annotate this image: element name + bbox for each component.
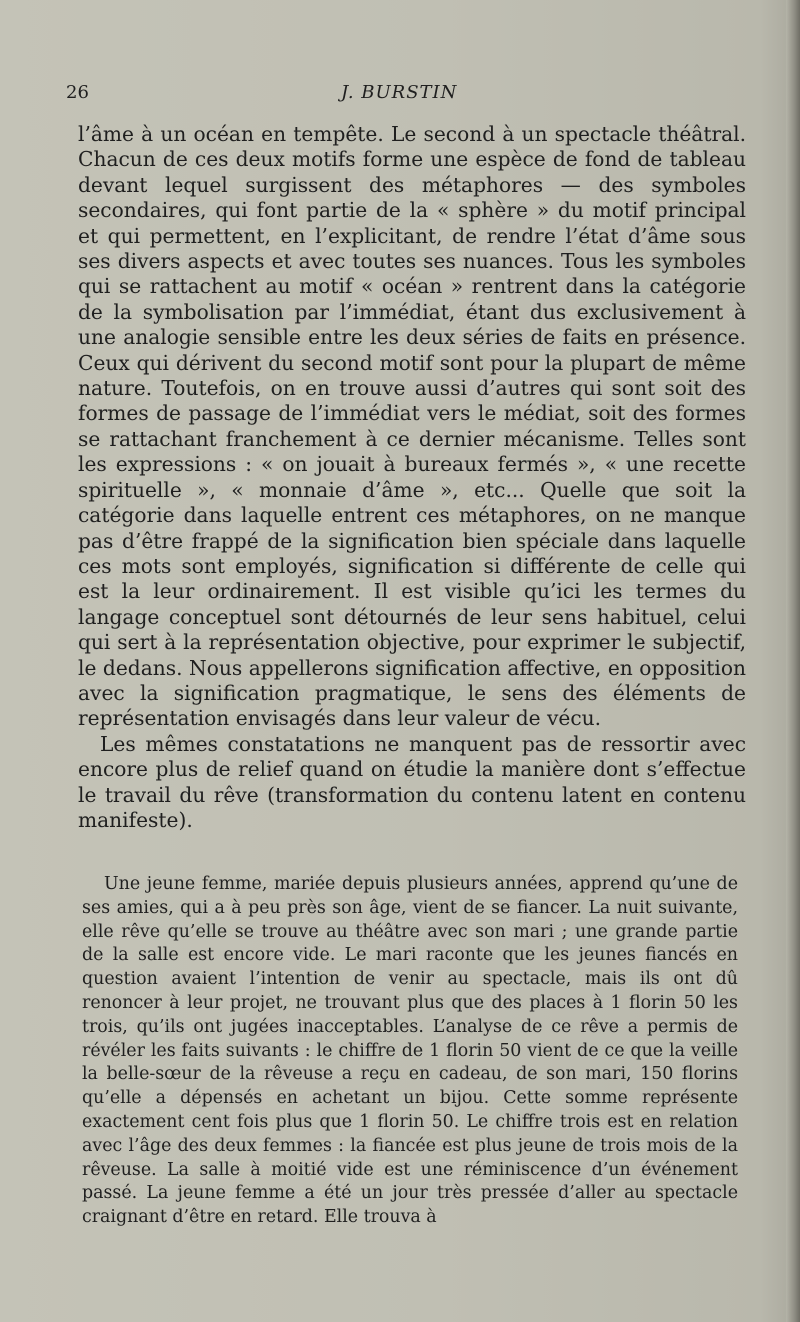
page-number: 26	[66, 82, 89, 103]
page-edge	[786, 0, 800, 1322]
note-paragraph: Une jeune femme, mariée depuis plusieurs années, apprend qu’une de ses amies, qui a à peu près son âge, vient de se fiancer. La nuit suivante, elle rêve qu’elle se trouve au théâtre avec son mari ; une grande partie de la salle est encore vide. Le mari raconte que les jeunes fiancés en question avaient l’intention de venir au spectacle, mais ils ont dû renoncer à leur projet, ne trouvant plus que des places à 1 florin 50 les trois, qu’ils ont jugées inacceptables. L’analyse de ce rêve a permis de révéler les faits suivants : le chiffre de 1 florin 50 vient de ce que la veille la belle-sœur de la rêveuse a reçu en cadeau, de son mari, 150 florins qu’elle a dépensés en achetant un bijou. Cette somme représente exactement cent fois plus que 1 florin 50. Le chiffre trois est en relation avec l’âge des deux femmes : la fiancée est plus jeune de trois mois de la rêveuse. La salle à moitié vide est une réminiscence d’un événement passé. La jeune femme a été un jour très pressée d’aller au spectacle craignant d’être en retard. Elle trouva à	[82, 874, 738, 1228]
paragraph-2: Les mêmes constatations ne manquent pas de ressortir avec encore plus de relief quand on étudie la manière dont s’effectue le travail du rêve (transformation du contenu latent en contenu manifeste).	[78, 731, 746, 832]
example-note	[82, 873, 738, 1230]
paragraph-1: l’âme à un océan en tempête. Le second à un spectacle théâtral. Chacun de ces deux motifs forme une espèce de fond de tableau devant lequel surgissent des métaphores — des symboles secondaires, qui font partie de la « sphère » du motif principal et qui permettent, en l’explicitant, de rendre l’état d’âme sous ses divers aspects et avec toutes ses nuances. Tous les symboles qui se rattachent au motif « océan » rentrent dans la catégorie de la symbolisation par l’immédiat, étant dus exclusivement à une analogie sensible entre les deux séries de faits en présence. Ceux qui dérivent du second motif sont pour la plupart de même nature. Toutefois, on en trouve aussi d’autres qui sont soit des formes de passage de l’immédiat vers le médiat, soit des formes se rattachant franchement à ce dernier mécanisme. Telles sont les expressions : « on jouait à bureaux fermés », « une recette spirituelle », « monnaie d’âme », etc... Quelle que soit la catégorie dans laquelle entrent ces métaphores, on ne manque pas d’être frappé de la signification bien spéciale dans laquelle ces mots sont employés, signification si différente de celle qui est la leur ordinairement. Il est visible qu’ici les termes du langage conceptuel sont détournés de leur sens habituel, celui qui sert à la représentation objective, pour exprimer le subjectif, le dedans. Nous appellerons signification affective, en opposition avec la signification pragmatique, le sens des éléments de représentation envisagés dans leur valeur de vécu.	[78, 122, 746, 731]
page-header	[66, 82, 756, 108]
running-head: J. BURSTIN	[341, 82, 458, 103]
main-text	[78, 122, 746, 833]
